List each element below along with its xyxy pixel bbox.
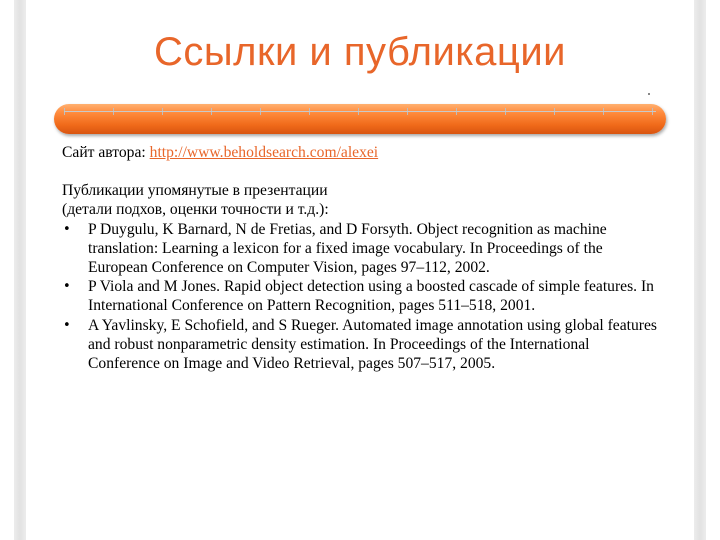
publications-subheading: (детали подхов, оценки точности и т.д.): <box>62 201 329 219</box>
list-item <box>62 316 662 374</box>
slide-content <box>62 143 662 373</box>
bullet-icon: • <box>63 279 71 295</box>
decorative-dot <box>648 93 650 95</box>
reference-text: P Viola and M Jones. Rapid object detection using a boosted cascade of simple features. In International Conference on Pattern Recognition, pages 511–518, 2001. <box>88 278 654 315</box>
publications-heading: Публикации упомянутые в презентации <box>62 182 328 200</box>
list-item <box>62 277 662 315</box>
reference-text: P Duygulu, K Barnard, N de Fretias, and D Forsyth. Object recognition as machine translation: Learning a lexicon for a fixed image vocabulary. In Proceedings of the European Conference on Computer Vision, pages 97–112, 2002. <box>88 220 607 277</box>
title-bar-rule <box>64 111 656 112</box>
reference-text: A Yavlinsky, E Schofield, and S Rueger. Automated image annotation using global features and robust nonparametric density estimation. In Proceedings of the International Conference on Image and Video Retrieval, pages 507–517, 2005. <box>88 316 657 373</box>
list-item <box>62 220 662 278</box>
bullet-icon: • <box>63 317 71 333</box>
author-site-label: Сайт автора: <box>62 144 150 161</box>
bullet-icon: • <box>63 221 71 237</box>
author-site-link[interactable]: http://www.beholdsearch.com/alexei <box>149 144 379 161</box>
slide-title: Ссылки и публикации <box>153 30 567 74</box>
author-site-line <box>62 143 662 162</box>
reference-list <box>62 220 662 374</box>
